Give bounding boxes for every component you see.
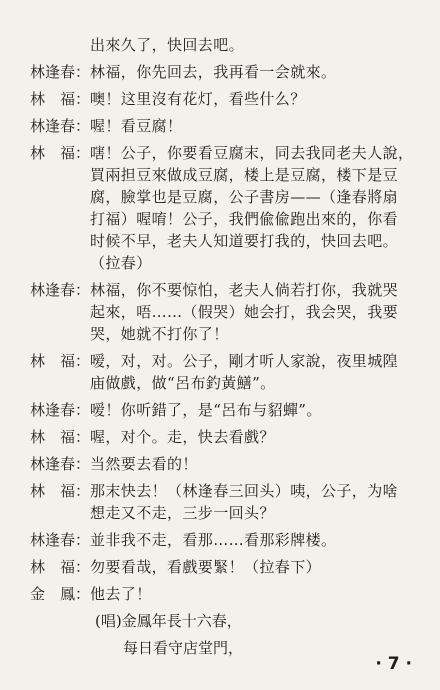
dialogue-linfu-6 <box>30 556 425 578</box>
speaker-name: 林 福： <box>30 558 91 576</box>
dialogue-text: 林福，你先回去，我再看一会就來。 <box>90 63 337 81</box>
dialogue-linfengchun-2 <box>30 115 425 137</box>
dialogue-linfu-1 <box>30 88 425 110</box>
continuation-line: 出來久了，快回去吧。 <box>90 36 245 54</box>
speaker-name: 林 福： <box>30 352 91 370</box>
dialogue-text: 喔，对个。走，快去看戲？ <box>90 428 275 446</box>
stage-direction: （拉春） <box>90 254 152 272</box>
dialogue-jinfeng-1 <box>30 583 425 605</box>
dialogue-text: 嗐！公子，你要看豆腐末，同去我同老夫人說， 買兩担豆來做成豆腐，楼上是豆腐，楼下是豆 腐，臉掌也是豆腐，公子書房——（逢春將扇 打福）喔唷！公子，我們偸偸跑出來的，你看 时候不早，老夫人知道要打我的，快回去吧。 （拉春） <box>90 142 425 274</box>
verse-line-2: 每日看守店堂門， <box>123 639 244 657</box>
speaker-name: 林 福： <box>30 482 91 500</box>
page-number: · 7 · <box>375 654 412 674</box>
dialogue-linfu-4 <box>30 426 425 448</box>
dialogue-text: 勿要看哉，看戲要緊！（拉春下） <box>90 558 322 576</box>
dialogue-text: 他去了！ <box>90 585 152 603</box>
dialogue-text: 並非我不走，看那……看那彩牌楼。 <box>90 531 337 549</box>
dialogue-linfengchun-3 <box>30 279 425 345</box>
dialogue-linfu-3 <box>30 350 425 394</box>
speaker-name: 林逢春： <box>30 455 91 473</box>
speaker-name: 林逢春： <box>30 281 91 299</box>
speaker-name: 金 鳳： <box>30 585 91 603</box>
dialogue-text: 当然要去看的！ <box>90 455 198 473</box>
dialogue-linfengchun-1 <box>30 61 425 83</box>
dialogue-text: 那末快去！（林逢春三回头）咦，公子，为啥 想走又不走，三步一回头？ <box>90 482 399 522</box>
speaker-name: 林逢春： <box>30 63 91 81</box>
speaker-name: 林逢春： <box>30 401 91 419</box>
script-text <box>30 34 425 659</box>
speaker-name: 林 福： <box>30 144 91 162</box>
dialogue-text: 噢！这里沒有花灯，看些什么？ <box>90 90 306 108</box>
dialogue-linfengchun-4 <box>30 399 425 421</box>
speaker-name: 林 福： <box>30 90 91 108</box>
speaker-name: 林逢春： <box>30 117 91 135</box>
dialogue-linfengchun-5 <box>30 453 425 475</box>
dialogue-linfengchun-6 <box>30 529 425 551</box>
dialogue-linfu-2 <box>30 142 425 274</box>
dialogue-text: 喔！看豆腐！ <box>90 117 183 135</box>
speaker-name: 林 福： <box>30 428 91 446</box>
dialogue-text: 嗳，对，对。公子，剛才听人家說，夜里城隍 庙做戲，做“呂布釣黃鱔”。 <box>90 352 399 392</box>
dialogue-text: 嗳！你听錯了，是“呂布与貂蟬”。 <box>90 401 322 419</box>
dialogue-linfu-5 <box>30 480 425 524</box>
dialogue-text: 林福，你不要惊怕，老夫人倘若打你，我就哭 起來，唔……（假哭）她会打，我会哭，我要 哭，她就不打你了！ <box>90 281 399 343</box>
verse-line-1: (唱)金鳳年長十六春， <box>95 612 242 630</box>
speaker-name: 林逢春： <box>30 531 91 549</box>
